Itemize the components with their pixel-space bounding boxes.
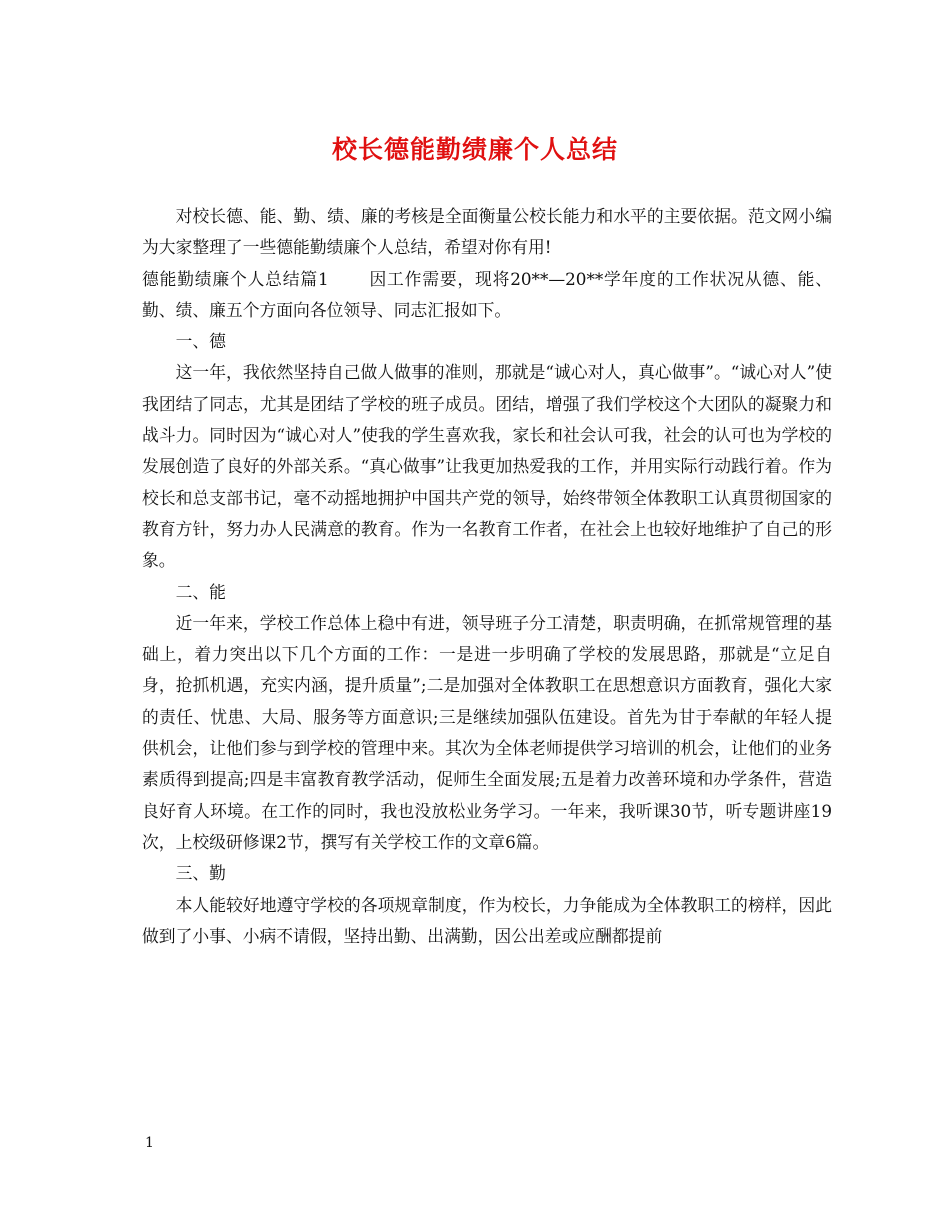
intro-paragraph: 对校长德、能、勤、绩、廉的考核是全面衡量公校长能力和水平的主要依据。范文网小编为大家整理了一些德能勤绩廉个人总结，希望对你有用! [142,206,832,258]
section-heading-de: 一、德 [175,331,226,352]
part-label: 德能勤绩廉个人总结篇1 [142,268,329,289]
part-intro: 因工作需要，现将20**—20**学年度的工作状况从德、能、勤、绩、廉五个方面向各位领导、同志汇报如下。 [142,268,832,320]
section-paragraph-qin: 本人能较好地遵守学校的各项规章制度，作为校长，力争能成为全体教职工的榜样，因此做到了小事、小病不请假，坚持出勤、出满勤，因公出差或应酬都提前 [142,894,832,946]
document-title: 校长德能勤绩廉个人总结 [331,135,618,164]
section-heading-neng: 二、能 [175,581,226,602]
section-paragraph-de: 这一年，我依然坚持自己做人做事的准则，那就是“诚心对人，真心做事”。“诚心对人”使我团结了同志，尤其是团结了学校的班子成员。团结，增强了我们学校这个大团队的凝聚力和战斗力。同时因为“诚心对人”使我的学生喜欢我，家长和社会认可我，社会的认可也为学校的发展创造了良好的外部关系。“真心做事”让我更加热爱我的工作，并用实际行动践行着。作为校长和总支部书记，毫不动摇地拥护中国共产党的领导，始终带领全体教职工认真贯彻国家的教育方针，努力办人民满意的教育。作为一名教育工作者，在社会上也较好地维护了自己的形象。 [142,362,832,571]
page-number: 1 [145,1135,154,1151]
document-body [142,201,832,952]
part-paragraph [142,264,832,327]
section-heading-qin: 三、勤 [175,863,226,884]
section-paragraph-neng: 近一年来，学校工作总体上稳中有进，领导班子分工清楚，职责明确，在抓常规管理的基础上，着力突出以下几个方面的工作：一是进一步明确了学校的发展思路，那就是“立足自身，抢抓机遇，充实内涵，提升质量”;二是加强对全体教职工在思想意识方面教育，强化大家的责任、忧患、大局、服务等方面意识;三是继续加强队伍建设。首先为甘于奉献的年轻人提供机会，让他们参与到学校的管理中来。其次为全体老师提供学习培训的机会，让他们的业务素质得到提高;四是丰富教育教学活动，促师生全面发展;五是着力改善环境和办学条件，营造良好育人环境。在工作的同时，我也没放松业务学习。一年来，我听课30节，听专题讲座19次，上校级研修课2节，撰写有关学校工作的文章6篇。 [142,612,832,852]
